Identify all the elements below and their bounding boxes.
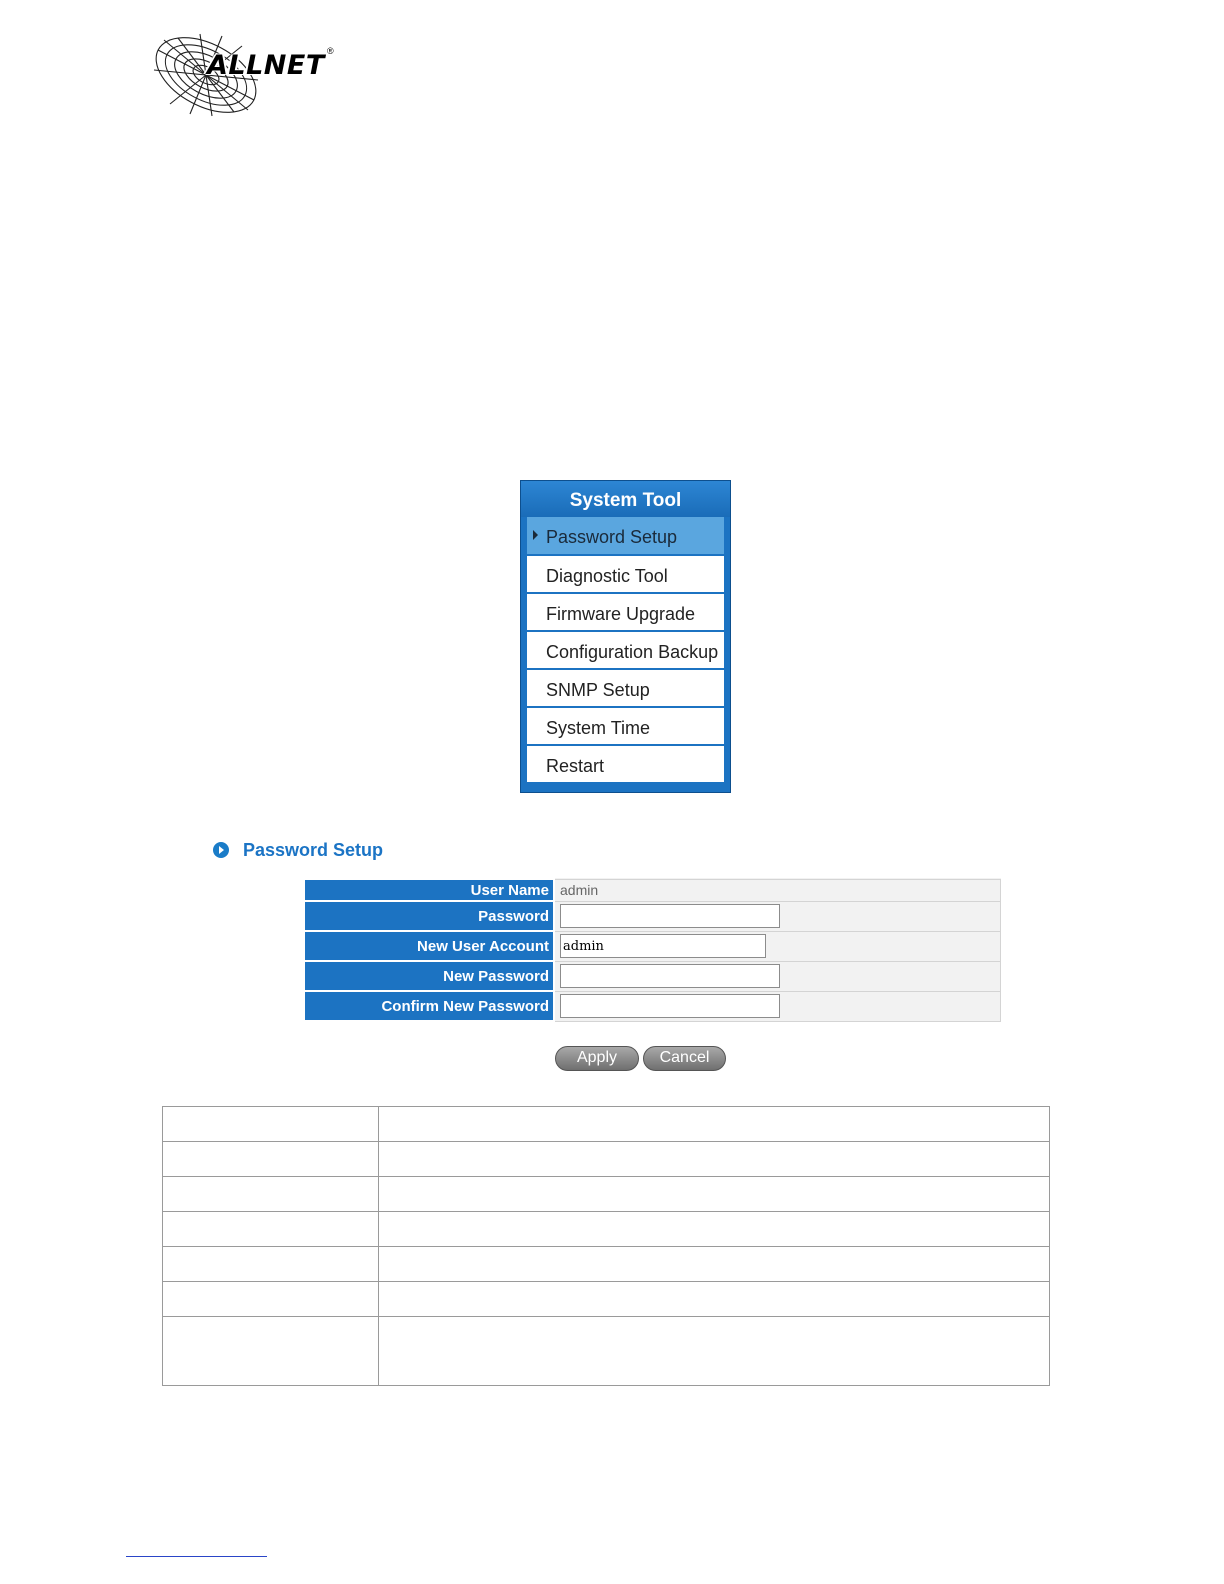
menu-item-label: Password Setup — [546, 527, 678, 547]
new-user-account-cell — [554, 931, 1001, 961]
menu-item-diagnostic-tool[interactable] — [527, 556, 724, 594]
table-cell — [163, 1107, 379, 1142]
table-cell — [163, 1212, 379, 1247]
confirm-new-password-input[interactable] — [560, 994, 780, 1018]
password-input[interactable] — [560, 904, 780, 928]
menu-item-label: Firmware Upgrade — [546, 604, 696, 624]
menu-item-restart[interactable] — [527, 746, 724, 784]
menu-item-label: SNMP Setup — [546, 680, 650, 700]
table-cell — [163, 1177, 379, 1212]
table-cell — [379, 1142, 1050, 1177]
form-row-new-password — [306, 961, 1001, 991]
cancel-button[interactable]: Cancel — [643, 1046, 726, 1071]
menu-item-label: Diagnostic Tool — [546, 566, 668, 586]
user-name-value: admin — [554, 879, 1001, 901]
password-setup-form — [305, 878, 1001, 1022]
system-tool-menu — [520, 480, 731, 793]
table-row — [163, 1317, 1050, 1386]
table-cell — [163, 1317, 379, 1386]
new-password-input[interactable] — [560, 964, 780, 988]
form-row-confirm-new-password — [306, 991, 1001, 1021]
circle-arrow-icon — [213, 842, 229, 858]
menu-item-label: Configuration Backup — [546, 642, 719, 662]
table-cell — [379, 1107, 1050, 1142]
new-user-account-label: New User Account — [306, 931, 554, 961]
section-title: Password Setup — [243, 840, 384, 860]
brand-name: ALLNET — [207, 50, 325, 81]
menu-item-label: Restart — [546, 756, 605, 776]
description-table — [162, 1106, 1050, 1386]
table-cell — [163, 1142, 379, 1177]
menu-item-firmware-upgrade[interactable] — [527, 594, 724, 632]
table-row — [163, 1282, 1050, 1317]
table-cell — [379, 1317, 1050, 1386]
apply-button[interactable]: Apply — [555, 1046, 639, 1071]
confirm-new-password-cell — [554, 991, 1001, 1021]
menu-title: System Tool — [521, 481, 730, 517]
form-row-password — [306, 901, 1001, 931]
new-password-label: New Password — [306, 961, 554, 991]
allnet-logo — [150, 32, 350, 118]
table-row — [163, 1142, 1050, 1177]
user-name-label: User Name — [306, 879, 554, 901]
menu-item-label: System Time — [546, 718, 651, 738]
table-cell — [163, 1282, 379, 1317]
menu-item-snmp-setup[interactable] — [527, 670, 724, 708]
table-cell — [163, 1247, 379, 1282]
new-user-account-input[interactable] — [560, 934, 766, 958]
menu-item-password-setup[interactable] — [527, 517, 724, 556]
password-label: Password — [306, 901, 554, 931]
registered-mark: ® — [327, 46, 334, 56]
form-row-user-name — [306, 879, 1001, 901]
table-row — [163, 1212, 1050, 1247]
confirm-new-password-label: Confirm New Password — [306, 991, 554, 1021]
table-cell — [379, 1177, 1050, 1212]
footer-link-underline[interactable] — [126, 1556, 267, 1557]
form-row-new-user-account — [306, 931, 1001, 961]
table-row — [163, 1107, 1050, 1142]
table-cell — [379, 1282, 1050, 1317]
menu-item-configuration-backup[interactable] — [527, 632, 724, 670]
menu-item-system-time[interactable] — [527, 708, 724, 746]
menu-list — [527, 517, 724, 784]
table-row — [163, 1247, 1050, 1282]
table-cell — [379, 1247, 1050, 1282]
new-password-cell — [554, 961, 1001, 991]
password-cell — [554, 901, 1001, 931]
caret-right-icon — [533, 530, 538, 540]
table-row — [163, 1177, 1050, 1212]
table-cell — [379, 1212, 1050, 1247]
